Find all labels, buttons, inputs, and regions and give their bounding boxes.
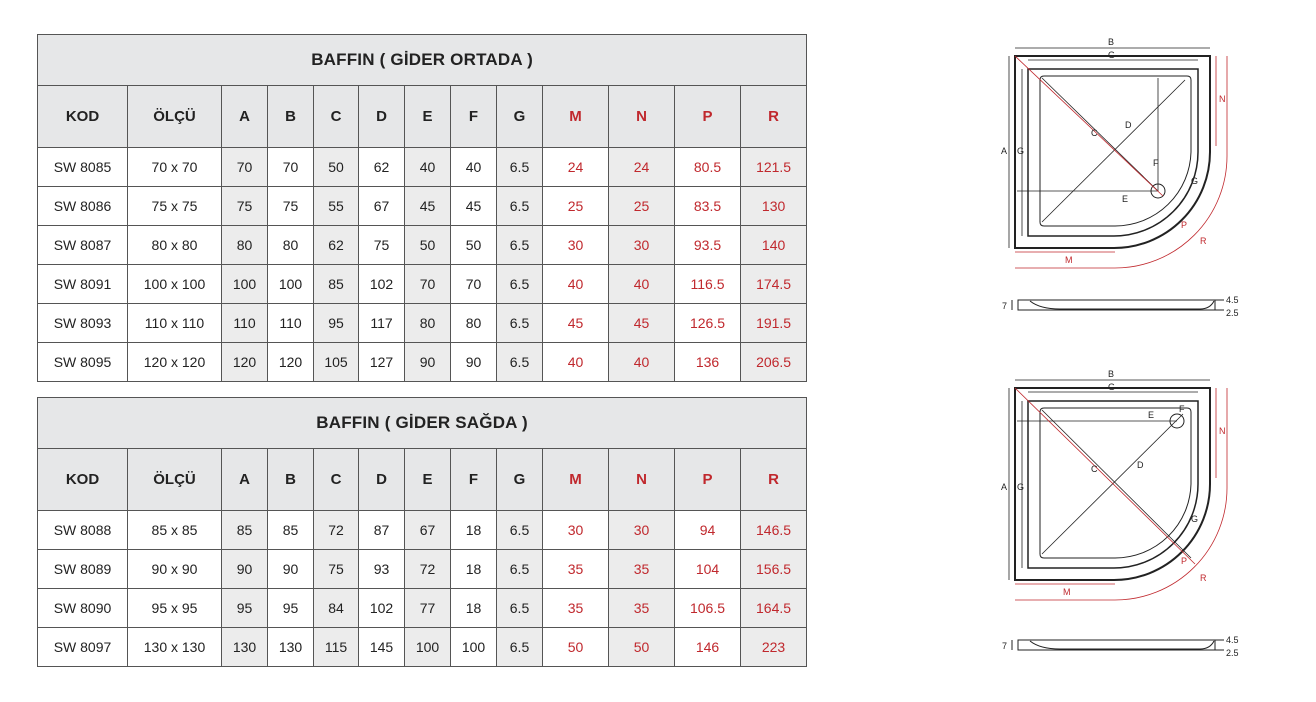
table-cell: 80 <box>268 226 314 265</box>
table-cell: 40 <box>405 148 451 187</box>
table-cell: 70 <box>268 148 314 187</box>
label-p: P <box>1181 556 1188 566</box>
table-cell: 130 <box>741 187 807 226</box>
table-cell: 67 <box>359 187 405 226</box>
table-cell: 117 <box>359 304 405 343</box>
table-cell: 145 <box>359 628 405 667</box>
table-row <box>38 187 807 226</box>
table-cell: 40 <box>543 343 609 382</box>
table-cell: 25 <box>609 187 675 226</box>
table-cell: 93.5 <box>675 226 741 265</box>
table-cell: 100 <box>451 628 497 667</box>
table-cell: 30 <box>543 511 609 550</box>
column-header: KOD <box>38 449 128 511</box>
table-cell: 6.5 <box>497 265 543 304</box>
label-p: P <box>1181 220 1188 230</box>
column-header: B <box>268 449 314 511</box>
table-cell: 75 <box>222 187 268 226</box>
table-cell: 72 <box>405 550 451 589</box>
label-g-top: G <box>1108 382 1116 392</box>
table-title: BAFFIN ( GİDER ORTADA ) <box>38 35 807 86</box>
table-cell: 127 <box>359 343 405 382</box>
table-cell: 6.5 <box>497 550 543 589</box>
table-cell: 40 <box>609 265 675 304</box>
table-cell: 85 <box>222 511 268 550</box>
table-cell: 75 <box>359 226 405 265</box>
table-cell: 90 <box>222 550 268 589</box>
table-cell: 80 <box>222 226 268 265</box>
label-thickness-bottom: 2.5 <box>1226 308 1239 318</box>
table-cell: 35 <box>543 550 609 589</box>
table-cell: 85 <box>268 511 314 550</box>
table-cell: 70 <box>405 265 451 304</box>
label-m: M <box>1063 587 1071 597</box>
column-header: C <box>314 449 359 511</box>
table-cell: 95 <box>222 589 268 628</box>
column-header: B <box>268 86 314 148</box>
table-cell: 50 <box>314 148 359 187</box>
table-cell: 102 <box>359 265 405 304</box>
table-row <box>38 148 807 187</box>
table-cell: 191.5 <box>741 304 807 343</box>
spec-table-center-drain <box>37 34 807 382</box>
label-d: D <box>1125 120 1132 130</box>
table-cell: 85 x 85 <box>128 511 222 550</box>
table-cell: 120 <box>268 343 314 382</box>
table-cell: 24 <box>543 148 609 187</box>
table-row <box>38 343 807 382</box>
table-cell: 50 <box>451 226 497 265</box>
table-cell: 6.5 <box>497 148 543 187</box>
label-g-left: G <box>1017 482 1025 492</box>
label-g-corner: G <box>1191 514 1199 524</box>
table-cell: 110 x 110 <box>128 304 222 343</box>
column-header: N <box>609 86 675 148</box>
table-cell: SW 8095 <box>38 343 128 382</box>
table-cell: 156.5 <box>741 550 807 589</box>
column-header: KOD <box>38 86 128 148</box>
table-cell: 6.5 <box>497 511 543 550</box>
label-r: R <box>1200 573 1207 583</box>
label-f: F <box>1179 404 1185 414</box>
label-height: 7 <box>1002 301 1008 311</box>
column-header: F <box>451 449 497 511</box>
table-cell: 120 <box>222 343 268 382</box>
table-cell: 90 <box>405 343 451 382</box>
table-cell: 102 <box>359 589 405 628</box>
table-cell: 90 <box>268 550 314 589</box>
table-cell: 6.5 <box>497 226 543 265</box>
tray-top-view-right-drain <box>995 368 1245 608</box>
label-b: B <box>1108 37 1115 47</box>
table-cell: 75 x 75 <box>128 187 222 226</box>
label-f: F <box>1153 158 1159 168</box>
table-cell: 24 <box>609 148 675 187</box>
table-cell: 35 <box>609 550 675 589</box>
table-cell: 93 <box>359 550 405 589</box>
table-cell: 6.5 <box>497 187 543 226</box>
table-cell: SW 8088 <box>38 511 128 550</box>
table-cell: 72 <box>314 511 359 550</box>
table-cell: 45 <box>405 187 451 226</box>
column-header: ÖLÇÜ <box>128 449 222 511</box>
table-cell: 30 <box>543 226 609 265</box>
table-row <box>38 226 807 265</box>
table-cell: 6.5 <box>497 589 543 628</box>
table-cell: 126.5 <box>675 304 741 343</box>
table-cell: 18 <box>451 511 497 550</box>
table-cell: SW 8089 <box>38 550 128 589</box>
column-header: P <box>675 86 741 148</box>
table-cell: 87 <box>359 511 405 550</box>
label-thickness-top: 4.5 <box>1226 295 1239 305</box>
table-cell: 30 <box>609 226 675 265</box>
column-header: N <box>609 449 675 511</box>
table-cell: 174.5 <box>741 265 807 304</box>
table-cell: 84 <box>314 589 359 628</box>
tray-top-view-center-drain <box>995 36 1245 276</box>
table-cell: 45 <box>543 304 609 343</box>
table-cell: SW 8091 <box>38 265 128 304</box>
table-cell: 18 <box>451 550 497 589</box>
table-cell: 6.5 <box>497 343 543 382</box>
column-header: E <box>405 86 451 148</box>
label-m: M <box>1065 255 1073 265</box>
table-cell: 100 x 100 <box>128 265 222 304</box>
column-header: C <box>314 86 359 148</box>
label-e: E <box>1148 410 1155 420</box>
table-cell: 80 x 80 <box>128 226 222 265</box>
table-cell: SW 8093 <box>38 304 128 343</box>
label-d: D <box>1137 460 1144 470</box>
table-cell: 206.5 <box>741 343 807 382</box>
table-cell: 45 <box>609 304 675 343</box>
column-header: D <box>359 449 405 511</box>
table-row <box>38 628 807 667</box>
label-c: C <box>1091 128 1098 138</box>
table-cell: 100 <box>405 628 451 667</box>
table-cell: 110 <box>268 304 314 343</box>
table-cell: 130 <box>222 628 268 667</box>
table-row <box>38 589 807 628</box>
table-row <box>38 511 807 550</box>
label-b: B <box>1108 369 1115 379</box>
table-cell: 106.5 <box>675 589 741 628</box>
table-cell: 146.5 <box>741 511 807 550</box>
column-header: M <box>543 449 609 511</box>
column-header: G <box>497 449 543 511</box>
table-cell: 40 <box>543 265 609 304</box>
column-header: D <box>359 86 405 148</box>
table-cell: 75 <box>314 550 359 589</box>
table-row <box>38 550 807 589</box>
table-cell: 75 <box>268 187 314 226</box>
label-g-left: G <box>1017 146 1025 156</box>
column-header: F <box>451 86 497 148</box>
column-header: P <box>675 449 741 511</box>
table-cell: 90 x 90 <box>128 550 222 589</box>
table-cell: 80 <box>451 304 497 343</box>
table-cell: 83.5 <box>675 187 741 226</box>
label-a: A <box>1001 482 1008 492</box>
label-e: E <box>1122 194 1129 204</box>
table-cell: SW 8097 <box>38 628 128 667</box>
spec-table-right-drain <box>37 397 807 667</box>
table-cell: 223 <box>741 628 807 667</box>
label-thickness-top: 4.5 <box>1226 635 1239 645</box>
table-cell: 95 x 95 <box>128 589 222 628</box>
label-height: 7 <box>1002 641 1008 651</box>
label-c: C <box>1091 464 1098 474</box>
table-cell: 104 <box>675 550 741 589</box>
column-header: R <box>741 86 807 148</box>
table-cell: 70 <box>222 148 268 187</box>
table-cell: 164.5 <box>741 589 807 628</box>
table-cell: 67 <box>405 511 451 550</box>
tray-side-profile <box>1000 632 1250 666</box>
table-cell: 95 <box>268 589 314 628</box>
table-cell: 130 x 130 <box>128 628 222 667</box>
table-cell: SW 8087 <box>38 226 128 265</box>
table-cell: 110 <box>222 304 268 343</box>
table-cell: 35 <box>543 589 609 628</box>
table-cell: 40 <box>451 148 497 187</box>
table-cell: 100 <box>222 265 268 304</box>
table-cell: 50 <box>405 226 451 265</box>
column-header: ÖLÇÜ <box>128 86 222 148</box>
table-cell: 70 x 70 <box>128 148 222 187</box>
table-cell: 80.5 <box>675 148 741 187</box>
table-cell: 50 <box>609 628 675 667</box>
table-cell: 105 <box>314 343 359 382</box>
table-cell: 140 <box>741 226 807 265</box>
label-g-corner: G <box>1191 176 1199 186</box>
column-header: M <box>543 86 609 148</box>
table-cell: 120 x 120 <box>128 343 222 382</box>
table-cell: 55 <box>314 187 359 226</box>
table-cell: 6.5 <box>497 628 543 667</box>
table-cell: 80 <box>405 304 451 343</box>
table-cell: 18 <box>451 589 497 628</box>
table-cell: 130 <box>268 628 314 667</box>
label-n: N <box>1219 94 1226 104</box>
column-header: G <box>497 86 543 148</box>
table-cell: 40 <box>609 343 675 382</box>
table-cell: 30 <box>609 511 675 550</box>
table-row <box>38 265 807 304</box>
table-row <box>38 304 807 343</box>
tray-side-profile <box>1000 292 1250 326</box>
label-a: A <box>1001 146 1008 156</box>
table-cell: SW 8086 <box>38 187 128 226</box>
table-cell: 77 <box>405 589 451 628</box>
label-thickness-bottom: 2.5 <box>1226 648 1239 658</box>
table-cell: 115 <box>314 628 359 667</box>
table-title: BAFFIN ( GİDER SAĞDA ) <box>38 398 807 449</box>
table-cell: 6.5 <box>497 304 543 343</box>
column-header: A <box>222 449 268 511</box>
table-cell: 70 <box>451 265 497 304</box>
table-cell: 35 <box>609 589 675 628</box>
table-cell: 62 <box>359 148 405 187</box>
table-cell: 146 <box>675 628 741 667</box>
column-header: R <box>741 449 807 511</box>
column-header: A <box>222 86 268 148</box>
table-cell: SW 8085 <box>38 148 128 187</box>
label-n: N <box>1219 426 1226 436</box>
table-cell: 25 <box>543 187 609 226</box>
table-cell: 50 <box>543 628 609 667</box>
label-g-top: G <box>1108 50 1116 60</box>
table-cell: 45 <box>451 187 497 226</box>
label-r: R <box>1200 236 1207 246</box>
column-header: E <box>405 449 451 511</box>
table-cell: 90 <box>451 343 497 382</box>
table-cell: 121.5 <box>741 148 807 187</box>
table-cell: 95 <box>314 304 359 343</box>
table-cell: 136 <box>675 343 741 382</box>
table-cell: 116.5 <box>675 265 741 304</box>
table-cell: 85 <box>314 265 359 304</box>
table-cell: 100 <box>268 265 314 304</box>
table-cell: 62 <box>314 226 359 265</box>
table-cell: 94 <box>675 511 741 550</box>
table-cell: SW 8090 <box>38 589 128 628</box>
